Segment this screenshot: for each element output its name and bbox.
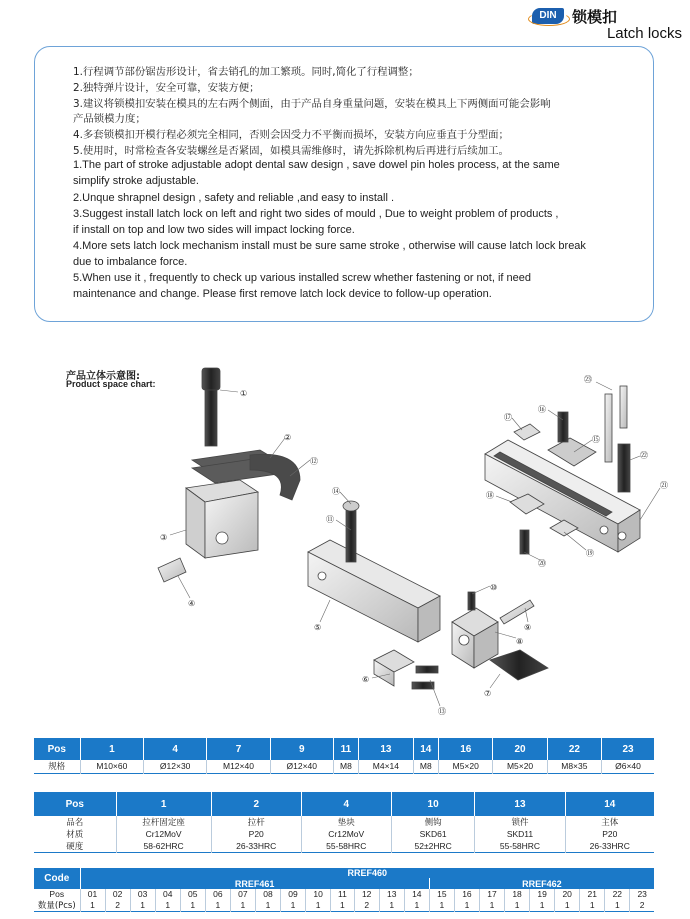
t3-qty-12: 2 xyxy=(354,899,379,912)
t3-pos-21: 21 xyxy=(580,889,605,899)
t2-head-0: Pos xyxy=(34,792,116,816)
page-header xyxy=(532,6,682,42)
t2-r0-4: 侧钩 xyxy=(391,816,475,828)
t2-r0-0: 品名 xyxy=(34,816,116,828)
chart-title-en: Product space chart: xyxy=(66,379,156,389)
callout-1: ① xyxy=(240,389,248,398)
t3-pos-19: 19 xyxy=(530,889,555,899)
t3-pos-2: 02 xyxy=(105,889,130,899)
t1-head-9: 20 xyxy=(493,738,547,760)
t1-cell-10: M8×35 xyxy=(547,760,601,773)
t3-pos-13: 13 xyxy=(379,889,404,899)
callout-2: ② xyxy=(284,433,292,442)
note-en-4: 4.More sets latch lock mechanism install must be sure same stroke , otherwise will cause latch lock break xyxy=(73,240,586,252)
note-zh-2: 2.独特弹片设计，安全可靠，安装方便； xyxy=(73,82,260,94)
t2-head-3: 4 xyxy=(301,792,391,816)
t3-qty-13: 1 xyxy=(379,899,404,912)
t3-qty-7: 1 xyxy=(230,899,255,912)
callout-20: ⑳ xyxy=(538,559,546,568)
t1-head-11: 23 xyxy=(602,738,654,760)
t1-head-7: 14 xyxy=(413,738,439,760)
part-arm-5 xyxy=(308,540,440,642)
t1-head-4: 9 xyxy=(270,738,333,760)
callout-19: ⑲ xyxy=(586,549,594,558)
spec-table-2-row-name xyxy=(34,816,654,828)
callout-7: ⑦ xyxy=(484,689,492,698)
notes-box xyxy=(34,46,654,322)
spec-table-2-row-hardness xyxy=(34,840,654,853)
t3-pos-22: 22 xyxy=(605,889,630,899)
note-en-1b: simplify stroke adjustable. xyxy=(73,175,199,187)
callout-8: ⑧ xyxy=(516,637,524,646)
t3-qty-label: 数量(Pcs) xyxy=(34,899,80,912)
callout-6: ⑥ xyxy=(362,675,370,684)
t1-cell-3: M12×40 xyxy=(207,760,271,773)
callout-17: ⑰ xyxy=(504,413,512,422)
t3-pos-10: 10 xyxy=(306,889,331,899)
spec-table-1 xyxy=(34,738,654,774)
t1-head-10: 22 xyxy=(547,738,601,760)
t3-pos-8: 08 xyxy=(255,889,280,899)
spec-table-3-sub-row xyxy=(34,878,654,889)
t3-qty-10: 1 xyxy=(306,899,331,912)
t1-cell-8: M5×20 xyxy=(439,760,493,773)
note-zh-4: 4.多套锁模扣开模行程必须完全相同，否则会因受力不平衡而损坏，安装方向应垂直于分型面； xyxy=(73,129,509,141)
callout-16: ⑯ xyxy=(538,405,546,414)
callout-21: ㉑ xyxy=(660,481,668,490)
callout-18: ⑱ xyxy=(486,491,494,500)
t3-pos-1: 01 xyxy=(80,889,105,899)
t2-r2-4: 52±2HRC xyxy=(391,840,475,853)
spec-table-1-row xyxy=(34,760,654,773)
t3-pos-16: 16 xyxy=(454,889,479,899)
callout-4: ④ xyxy=(188,599,196,608)
t1-head-1: 1 xyxy=(80,738,144,760)
callout-5: ⑤ xyxy=(314,623,322,632)
callout-9: ⑨ xyxy=(524,623,532,632)
part-pin-4 xyxy=(158,558,186,582)
t3-qty-11: 1 xyxy=(331,899,355,912)
t3-pos-20: 20 xyxy=(555,889,580,899)
t2-r2-1: 58-62HRC xyxy=(116,840,211,853)
t1-cell-2: Ø12×30 xyxy=(144,760,207,773)
part-screw-16 xyxy=(558,412,568,442)
part-screw-13b xyxy=(416,666,438,673)
t3-pos-14: 14 xyxy=(404,889,429,899)
t1-head-0: Pos xyxy=(34,738,80,760)
t2-r0-6: 主体 xyxy=(601,818,619,828)
t1-head-3: 7 xyxy=(207,738,271,760)
t3-qty-20: 1 xyxy=(555,899,580,912)
spec-table-2 xyxy=(34,792,654,853)
t1-head-8: 16 xyxy=(439,738,493,760)
t3-pos-15: 15 xyxy=(429,889,454,899)
note-zh-3: 3.建议将锁模扣安装在模具的左右两个侧面，由于产品自身重量问题，安装在模具上下两侧面可能会影响 xyxy=(73,98,551,110)
spec-table-2-head xyxy=(34,792,654,816)
t3-qty-18: 1 xyxy=(505,899,530,912)
t3-pos-12: 12 xyxy=(354,889,379,899)
t1-head-2: 4 xyxy=(144,738,207,760)
t3-qty-6: 1 xyxy=(205,899,230,912)
t1-cell-5: M8 xyxy=(333,760,359,773)
t3-code-value: RREF460 xyxy=(80,868,654,878)
spec-table-3-qty-row xyxy=(34,899,654,912)
t3-qty-15: 1 xyxy=(429,899,454,912)
note-en-3b: if install on top and low two sides will impact locking force. xyxy=(73,224,355,236)
part-screw-10 xyxy=(468,592,475,610)
chart-title-zh: 产品立体示意图: xyxy=(66,371,140,382)
t2-r2-3: 55-58HRC xyxy=(301,840,391,853)
t1-head-6: 13 xyxy=(359,738,413,760)
t2-r1-4: SKD61 xyxy=(391,828,475,840)
t3-qty-5: 1 xyxy=(180,899,205,912)
part-pin-23a xyxy=(605,394,612,462)
t3-pos-9: 09 xyxy=(281,889,306,899)
t3-sub1: RREF461 xyxy=(80,878,429,889)
t2-head-2: 2 xyxy=(211,792,301,816)
note-en-2: 2.Unque shrapnel design , safety and reliable ,and easy to install . xyxy=(73,192,395,204)
t2-r1-1: Cr12MoV xyxy=(116,828,211,840)
t3-pos-5: 05 xyxy=(180,889,205,899)
callout-22: ㉒ xyxy=(640,451,648,460)
spec-table-3-code-row xyxy=(34,868,654,878)
t1-cell-1: M10×60 xyxy=(80,760,144,773)
t1-head-5: 11 xyxy=(333,738,359,760)
note-en-5b: maintenance and change. Please first remove latch lock device to follow-up operation. xyxy=(73,288,492,300)
part-dowel-9 xyxy=(500,600,534,624)
callout-15: ⑮ xyxy=(592,435,600,444)
t3-code-label: Code xyxy=(34,868,80,889)
t2-head-1: 1 xyxy=(116,792,211,816)
t3-pos-18: 18 xyxy=(505,889,530,899)
t3-pos-17: 17 xyxy=(479,889,504,899)
callout-12: ⑫ xyxy=(310,457,318,466)
t2-r1-5: SKD11 xyxy=(475,828,565,840)
callout-11: ⑪ xyxy=(326,515,334,524)
t3-qty-16: 1 xyxy=(454,899,479,912)
note-zh-5: 5.使用时，时常检查各安装螺丝是否紧固，如模具需维修时，请先拆除机构后再进行后续加工。 xyxy=(73,145,509,157)
t2-r1-0: 材质 xyxy=(34,828,116,840)
t3-qty-23: 2 xyxy=(639,900,645,910)
t3-qty-22: 1 xyxy=(605,899,630,912)
t2-r2-6: 26-33HRC xyxy=(589,841,630,851)
t3-qty-8: 1 xyxy=(255,899,280,912)
spec-table-3 xyxy=(34,868,654,912)
t3-pos-7: 07 xyxy=(230,889,255,899)
note-en-5: 5.When use it , frequently to check up various installed screw whether fastening or not, if need xyxy=(73,272,531,284)
part-block-17 xyxy=(514,424,540,440)
t2-head-4: 10 xyxy=(391,792,475,816)
spec-table-2-row-material xyxy=(34,828,654,840)
t2-r2-5: 55-58HRC xyxy=(475,840,565,853)
exploded-diagram xyxy=(0,360,690,730)
part-pin-23b xyxy=(620,386,627,428)
t2-r2-2: 26-33HRC xyxy=(211,840,301,853)
part-bolt-22 xyxy=(618,444,630,492)
callout-23: ㉓ xyxy=(584,375,592,384)
t3-qty-3: 1 xyxy=(130,899,155,912)
note-zh-3b: 产品锁模力度； xyxy=(73,113,146,125)
t3-qty-17: 1 xyxy=(479,899,504,912)
t3-pos-6: 06 xyxy=(205,889,230,899)
spec-table-3-pos-row xyxy=(34,889,654,899)
t3-pos-label: Pos xyxy=(34,889,80,899)
t3-qty-4: 1 xyxy=(155,899,180,912)
t3-sub2: RREF462 xyxy=(429,878,654,889)
title-en: Latch locks xyxy=(606,25,682,42)
t3-pos-4: 04 xyxy=(155,889,180,899)
t2-r0-5: 锁件 xyxy=(475,816,565,828)
note-en-1: 1.The part of stroke adjustable adopt dental saw design , save dowel pin holes process, at the same xyxy=(73,159,560,171)
note-zh-1: 1.行程调节部份锯齿形设计，省去销孔的加工繁琐。同时,简化了行程调整； xyxy=(73,66,419,78)
t1-cell-11: Ø6×40 xyxy=(615,761,641,772)
part-bolt-1 xyxy=(202,368,220,446)
din-logo: DIN xyxy=(532,8,564,24)
t3-qty-1: 1 xyxy=(80,899,105,912)
note-en-4b: due to imbalance force. xyxy=(73,256,188,268)
part-block-3 xyxy=(186,480,258,558)
t3-pos-3: 03 xyxy=(130,889,155,899)
t2-head-5: 13 xyxy=(475,792,565,816)
t1-cell-4: Ø12×40 xyxy=(270,760,333,773)
t2-r1-6: P20 xyxy=(602,829,618,839)
t2-r0-3: 垫块 xyxy=(301,816,391,828)
t2-r0-2: 拉杆 xyxy=(211,816,301,828)
callout-10: ⑩ xyxy=(490,583,498,592)
t2-r1-3: Cr12MoV xyxy=(301,828,391,840)
t3-pos-11: 11 xyxy=(331,889,355,899)
callout-3: ③ xyxy=(160,533,168,542)
t3-pos-23: 23 xyxy=(637,889,647,899)
title-zh: 锁模扣 xyxy=(572,8,618,26)
t3-qty-21: 1 xyxy=(580,899,605,912)
callout-14: ⑭ xyxy=(332,487,340,496)
part-hook-8 xyxy=(452,608,498,668)
t3-qty-2: 2 xyxy=(105,899,130,912)
t1-cell-0: 规格 xyxy=(34,760,80,773)
t1-cell-9: M5×20 xyxy=(493,760,547,773)
t3-qty-9: 1 xyxy=(281,899,306,912)
t2-r2-0: 硬度 xyxy=(34,840,116,853)
spec-table-1-head xyxy=(34,738,654,760)
part-screw-20 xyxy=(520,530,529,554)
t2-r0-1: 拉杆固定座 xyxy=(116,816,211,828)
t2-head-6: 14 xyxy=(565,792,654,816)
t3-qty-19: 1 xyxy=(530,899,555,912)
callout-13: ⑬ xyxy=(438,707,446,716)
t1-cell-6: M4×14 xyxy=(359,760,413,773)
t2-r1-2: P20 xyxy=(211,828,301,840)
note-en-3: 3.Suggest install latch lock on left and right two sides of mould , Due to weight problem of products , xyxy=(73,208,559,220)
t1-cell-7: M8 xyxy=(413,760,439,773)
t3-qty-14: 1 xyxy=(404,899,429,912)
